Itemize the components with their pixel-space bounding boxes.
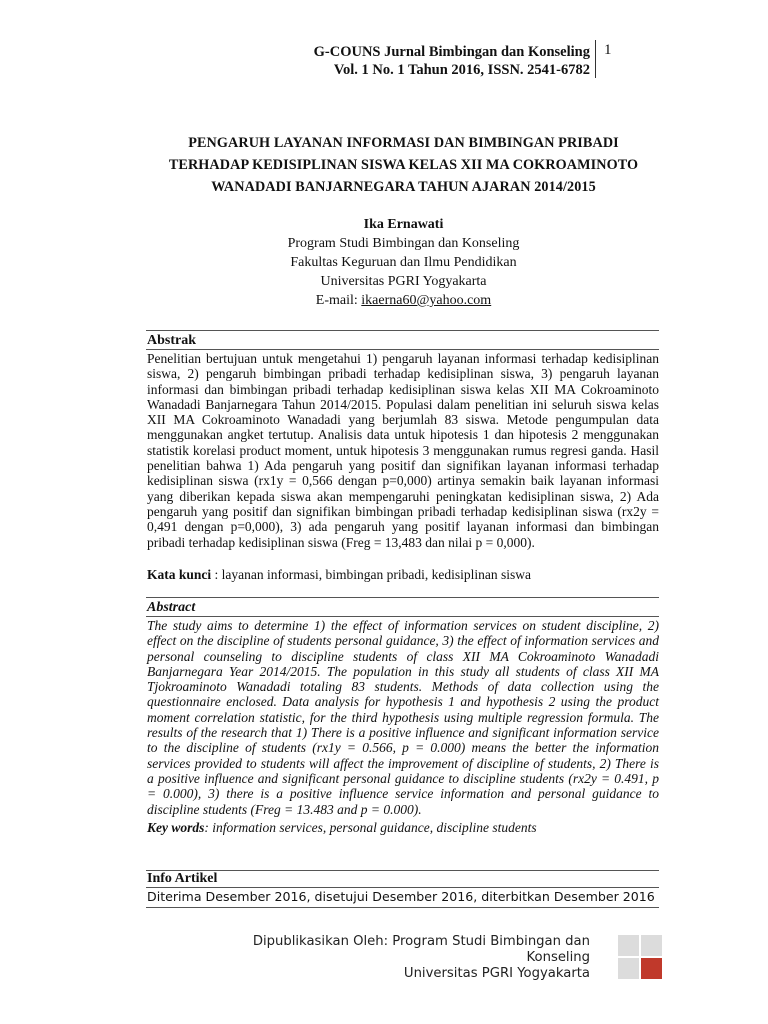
author-email — [147, 291, 660, 310]
decor-square-light — [618, 935, 639, 956]
paper-title — [147, 132, 660, 198]
abstrak-heading: Abstrak — [147, 333, 197, 348]
kata-kunci-label: Kata kunci — [147, 567, 212, 582]
page-number: 1 — [604, 42, 612, 58]
footer-line: Universitas PGRI Yogyakarta — [403, 966, 590, 981]
kata-kunci-values: : layanan informasi, bimbingan pribadi, kedisiplinan siswa — [211, 567, 531, 582]
running-header — [314, 43, 590, 79]
kata-kunci — [147, 567, 531, 583]
title-line: PENGARUH LAYANAN INFORMASI DAN BIMBINGAN PRIBADI — [188, 135, 619, 151]
key-words — [147, 820, 537, 836]
info-heading-rule — [146, 887, 659, 888]
decor-square-red — [641, 958, 662, 979]
decor-square-light — [641, 935, 662, 956]
author-university: Universitas PGRI Yogyakarta — [320, 274, 487, 289]
info-top-rule — [146, 870, 659, 871]
key-words-label: Key words — [147, 820, 205, 835]
footer-line: Dipublikasikan Oleh: Program Studi Bimbingan dan — [252, 934, 590, 949]
abstrak-heading-rule — [146, 349, 659, 350]
abstrak-text: Penelitian bertujuan untuk mengetahui 1) pengaruh layanan informasi terhadap kedisiplinan siswa, 2) pengaruh bimbingan pribadi terhadap kedisiplinan siswa, 3) pengaruh layanan informasi dan bimbingan pribadi terhadap kedisiplinan siswa kelas XII MA Cokroaminoto Wanadadi Banjarnegara Tahun 2014/2015. Populasi dalam penelitian ini seluruh siswa kelas XII MA Cokroaminoto Wanadadi yang berjumlah 83 siswa. Metode pengumpulan data menggunakan angket tertutup. Analisis data untuk hipotesis 1 dan hipotesis 2 menggunakan statistik korelasi product moment, untuk hipotesis 3 menggunakan rumus regresi ganda. Hasil penelitian bahwa 1) Ada pengaruh yang positif dan signifikan layanan informasi terhadap kedisiplinan siswa (rx1y = 0,566 dengan p=0,000) artinya semakin baik layanan informasi yang diberikan kepada siswa akan mempengaruhi peningkatan kedisiplinan siswa, 2) Ada pengaruh yang positif dan signifikan bimbingan pribadi terhadap kedisiplinan siswa (rx2y = 0,491 dengan p=0,000), 3) ada pengaruh yang positif layanan informasi dan bimbingan pribadi terhadap kedisiplinan siswa (Freg = 13,483 dan nilai p = 0,000). — [147, 351, 659, 550]
author-program: Program Studi Bimbingan dan Konseling — [287, 236, 520, 251]
journal-volume: Vol. 1 No. 1 Tahun 2016, ISSN. 2541-6782 — [333, 62, 590, 78]
abstract-top-rule — [146, 597, 659, 598]
info-heading: Info Artikel — [147, 871, 218, 886]
title-line: TERHADAP KEDISIPLINAN SISWA KELAS XII MA COKROAMINOTO — [168, 157, 639, 173]
abstract-heading-rule — [146, 616, 659, 617]
email-link[interactable]: ikaerna60@yahoo.com — [361, 293, 492, 308]
journal-name: G-COUNS Jurnal Bimbingan dan Konseling — [313, 44, 590, 60]
author-block — [147, 215, 660, 310]
info-dates: Diterima Desember 2016, disetujui Desember 2016, diterbitkan Desember 2016 — [147, 889, 655, 904]
author-name: Ika Ernawati — [363, 217, 444, 232]
author-faculty: Fakultas Keguruan dan Ilmu Pendidikan — [290, 255, 517, 270]
abstrak-top-rule — [146, 330, 659, 331]
email-label: E-mail: — [315, 293, 362, 308]
info-bottom-rule — [146, 907, 659, 908]
abstract-heading: Abstract — [147, 600, 196, 615]
key-words-values: : information services, personal guidance, discipline students — [204, 820, 537, 835]
abstract-text: The study aims to determine 1) the effect of information services on student discipline, 2) effect on the discipline of students personal guidance, 3) the effect of information services and personal counseling to discipline students of class XII MA Cokroaminoto Wanadadi Banjarnegara Year 2014/2015. The population in this study all students of class XII MA Tjokroaminoto Wanadadi totaling 83 students. Methods of data collection using the questionnaire enclosed. Data analysis for hypothesis 1 and hypothesis 2 using the product moment correlation statistic, for the third hypothesis using multiple regression formula. The results of the research that 1) There is a positive influence and significant information service to the discipline of students (rx1y = 0.566, p = 0.000) means the better the information services provided to students will affect the improvement of discipline of students, 2) There is a positive influence and significant personal guidance to discipline students (rx2y = 0.491, p = 0.000), 3) there is a positive influence service information and personal guidance to discipline students (Freg = 13.483 and p = 0.000). — [147, 618, 659, 817]
title-line: WANADADI BANJARNEGARA TAHUN AJARAN 2014/2015 — [211, 179, 596, 195]
publisher-footer — [253, 934, 590, 982]
header-divider — [595, 40, 596, 78]
decor-square-light — [618, 958, 639, 979]
footer-line: Konseling — [526, 950, 590, 965]
